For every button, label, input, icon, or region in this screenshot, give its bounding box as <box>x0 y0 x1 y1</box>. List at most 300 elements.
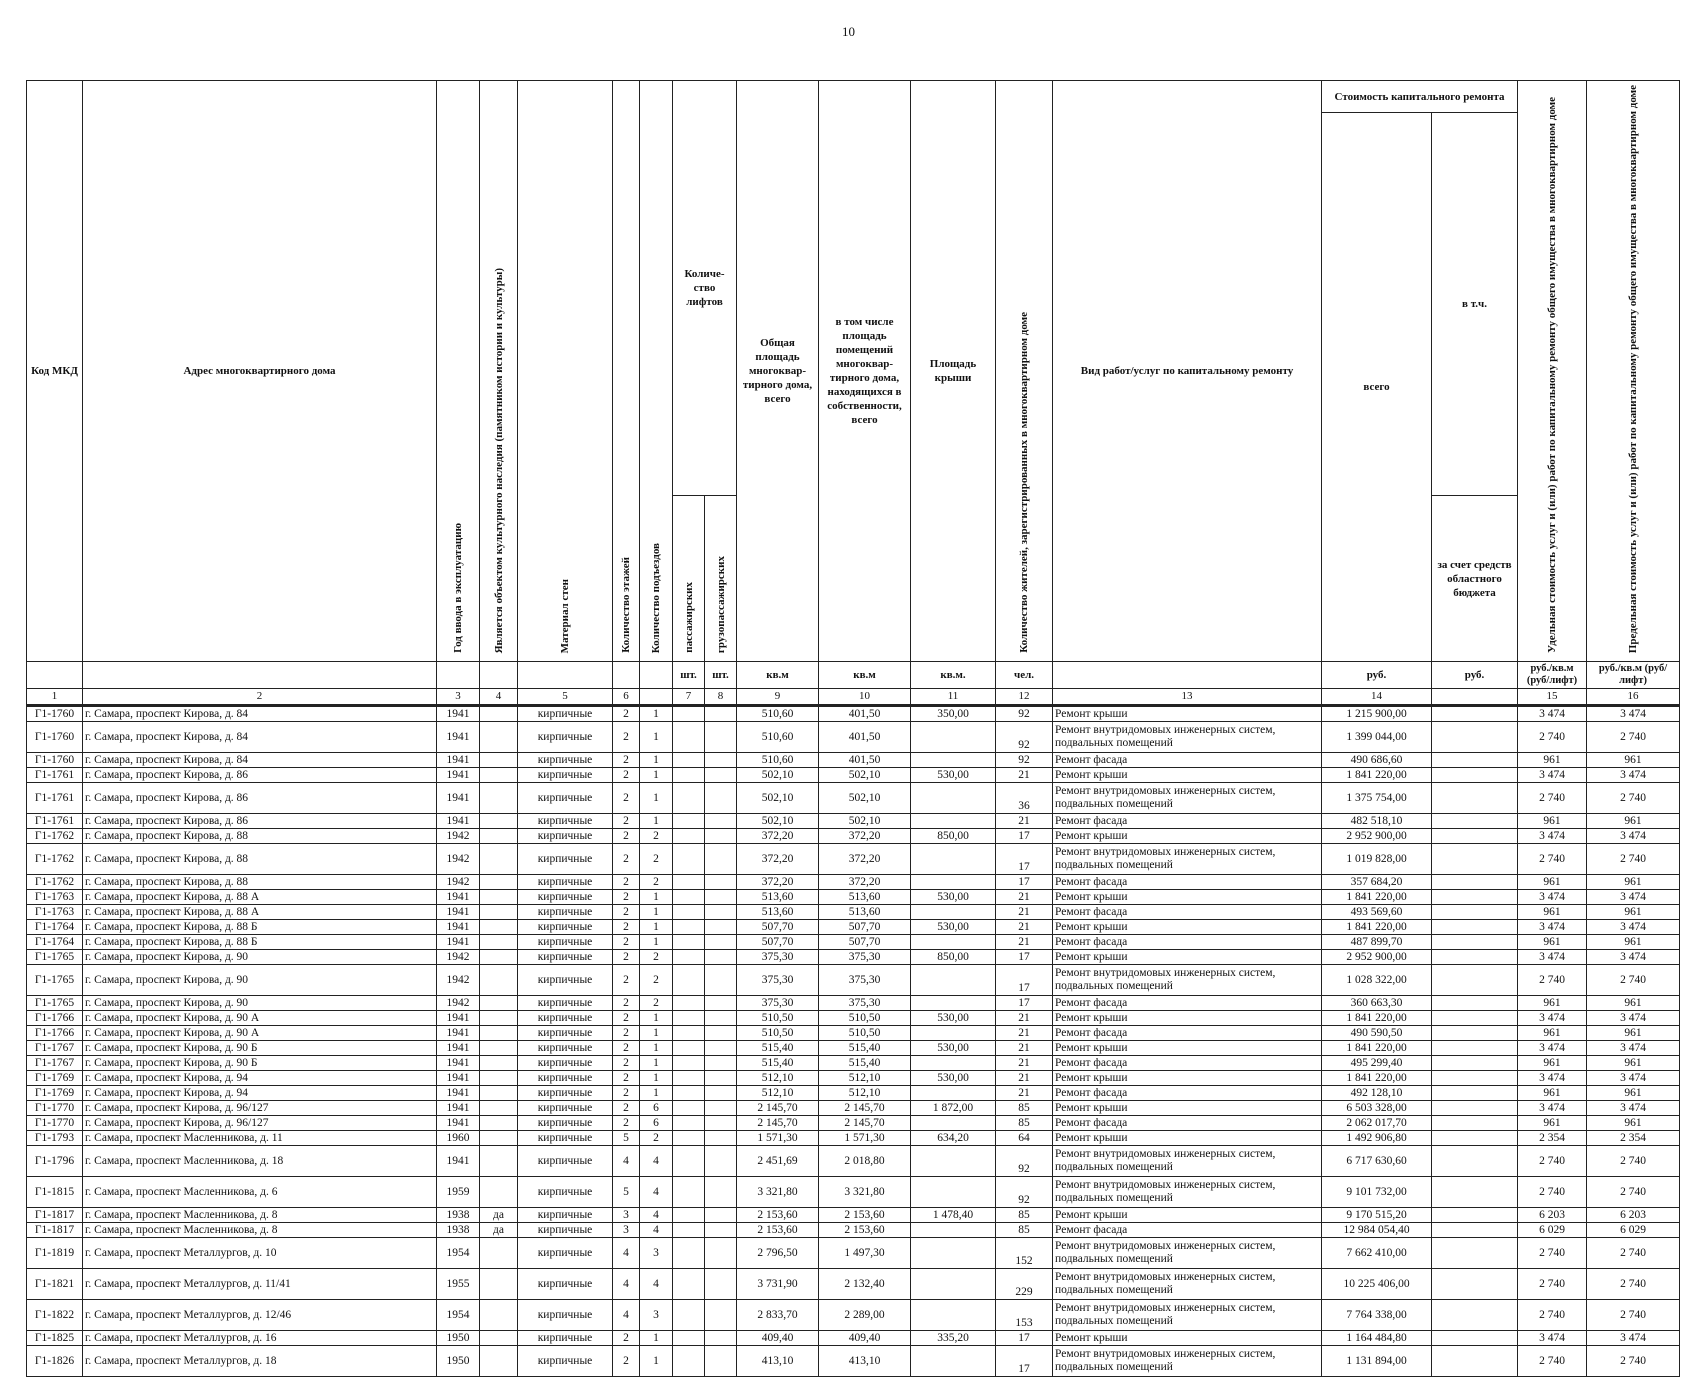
header-limit-cost: Предельная стоимость услуг и (или) работ по капитальному ремонту общего имущества в многоквартирном доме <box>1627 85 1640 654</box>
cell-work-type: Ремонт внутридомовых инженерных систем, подвальных помещений <box>1053 783 1322 814</box>
cell-lifts-passenger <box>673 1101 705 1116</box>
table-row <box>27 768 1680 783</box>
cell-roof-area: 530,00 <box>911 768 996 783</box>
cell-floors: 3 <box>613 1223 640 1238</box>
cell-cost-total: 12 984 054,40 <box>1322 1223 1432 1238</box>
cell-address: г. Самара, проспект Масленникова, д. 8 <box>83 1208 437 1223</box>
cell-work-type: Ремонт внутридомовых инженерных систем, подвальных помещений <box>1053 1300 1322 1331</box>
table-body <box>27 706 1680 1377</box>
cell-work-type: Ремонт крыши <box>1053 890 1322 905</box>
cell-floors: 2 <box>613 844 640 875</box>
cell-cost-regional <box>1432 905 1518 920</box>
cell-residents: 17 <box>996 829 1053 844</box>
unit-cost-regional: руб. <box>1432 662 1518 689</box>
table-row <box>27 1238 1680 1269</box>
cell-cost-regional <box>1432 1086 1518 1101</box>
cell-address: г. Самара, проспект Масленникова, д. 11 <box>83 1131 437 1146</box>
cell-cost-total: 1 164 484,80 <box>1322 1331 1432 1346</box>
cell-lifts-cargo <box>705 1131 737 1146</box>
cell-entrances: 2 <box>640 950 673 965</box>
cell-walls: кирпичные <box>518 1223 613 1238</box>
cell-address: г. Самара, проспект Масленникова, д. 18 <box>83 1146 437 1177</box>
cell-year: 1941 <box>437 920 480 935</box>
cell-heritage <box>480 996 518 1011</box>
cell-floors: 2 <box>613 905 640 920</box>
cell-entrances: 2 <box>640 965 673 996</box>
cell-work-type: Ремонт внутридомовых инженерных систем, подвальных помещений <box>1053 1346 1322 1377</box>
cell-code: Г1-1821 <box>27 1269 83 1300</box>
cell-work-type: Ремонт фасада <box>1053 905 1322 920</box>
cell-entrances: 2 <box>640 829 673 844</box>
cell-unit-cost: 961 <box>1518 753 1587 768</box>
table-row <box>27 829 1680 844</box>
cell-lifts-passenger <box>673 1346 705 1377</box>
cell-heritage <box>480 1086 518 1101</box>
cell-year: 1960 <box>437 1131 480 1146</box>
cell-limit-cost: 2 740 <box>1587 1300 1680 1331</box>
cell-cost-total: 360 663,30 <box>1322 996 1432 1011</box>
cell-limit-cost: 961 <box>1587 1026 1680 1041</box>
cell-walls: кирпичные <box>518 1238 613 1269</box>
cell-roof-area: 1 872,00 <box>911 1101 996 1116</box>
cell-address: г. Самара, проспект Кирова, д. 84 <box>83 722 437 753</box>
cell-year: 1941 <box>437 783 480 814</box>
cell-address: г. Самара, проспект Кирова, д. 88 <box>83 829 437 844</box>
cell-heritage <box>480 1238 518 1269</box>
cell-cost-regional <box>1432 829 1518 844</box>
cell-unit-cost: 2 740 <box>1518 1300 1587 1331</box>
header-heritage: Является объектом культурного наследия (памятником истории и культуры) <box>492 267 505 654</box>
cell-total-area: 375,30 <box>737 950 819 965</box>
cell-year: 1938 <box>437 1208 480 1223</box>
cell-address: г. Самара, проспект Металлургов, д. 12/46 <box>83 1300 437 1331</box>
header-floors: Количество этажей <box>620 557 632 654</box>
cell-lifts-cargo <box>705 783 737 814</box>
cell-lifts-cargo <box>705 996 737 1011</box>
cell-lifts-cargo <box>705 1101 737 1116</box>
cell-walls: кирпичные <box>518 935 613 950</box>
cell-heritage <box>480 890 518 905</box>
cell-work-type: Ремонт крыши <box>1053 768 1322 783</box>
cell-cost-total: 487 899,70 <box>1322 935 1432 950</box>
cell-owned-area: 372,20 <box>819 875 911 890</box>
cell-floors: 2 <box>613 1011 640 1026</box>
cell-address: г. Самара, проспект Кирова, д. 90 А <box>83 1026 437 1041</box>
table-row <box>27 965 1680 996</box>
table-row <box>27 1041 1680 1056</box>
cell-cost-total: 1 019 828,00 <box>1322 844 1432 875</box>
column-number: 9 <box>737 689 819 706</box>
cell-cost-total: 6 717 630,60 <box>1322 1146 1432 1177</box>
cell-cost-regional <box>1432 935 1518 950</box>
cell-year: 1942 <box>437 875 480 890</box>
table-row <box>27 890 1680 905</box>
header-walls: Материал стен <box>559 578 571 654</box>
cell-code: Г1-1815 <box>27 1177 83 1208</box>
cell-lifts-passenger <box>673 1056 705 1071</box>
cell-address: г. Самара, проспект Кирова, д. 86 <box>83 768 437 783</box>
cell-cost-regional <box>1432 783 1518 814</box>
cell-lifts-cargo <box>705 1223 737 1238</box>
cell-cost-total: 482 518,10 <box>1322 814 1432 829</box>
cell-walls: кирпичные <box>518 1208 613 1223</box>
cell-work-type: Ремонт крыши <box>1053 1208 1322 1223</box>
cell-cost-total: 1 399 044,00 <box>1322 722 1432 753</box>
cell-code: Г1-1769 <box>27 1086 83 1101</box>
cell-roof-area <box>911 1223 996 1238</box>
cell-entrances: 6 <box>640 1116 673 1131</box>
table-row <box>27 875 1680 890</box>
cell-limit-cost: 2 740 <box>1587 1238 1680 1269</box>
cell-lifts-passenger <box>673 996 705 1011</box>
cell-roof-area <box>911 722 996 753</box>
cell-year: 1950 <box>437 1346 480 1377</box>
cell-floors: 4 <box>613 1300 640 1331</box>
cell-entrances: 2 <box>640 996 673 1011</box>
cell-residents: 85 <box>996 1208 1053 1223</box>
unit-cost-total: руб. <box>1322 662 1432 689</box>
cell-code: Г1-1760 <box>27 706 83 722</box>
cell-address: г. Самара, проспект Металлургов, д. 11/41 <box>83 1269 437 1300</box>
cell-code: Г1-1764 <box>27 935 83 950</box>
cell-lifts-passenger <box>673 783 705 814</box>
cell-address: г. Самара, проспект Масленникова, д. 6 <box>83 1177 437 1208</box>
header-roof-area: Площадь крыши <box>911 81 996 662</box>
cell-walls: кирпичные <box>518 722 613 753</box>
cell-total-area: 513,60 <box>737 890 819 905</box>
cell-total-area: 2 153,60 <box>737 1223 819 1238</box>
cell-cost-regional <box>1432 1056 1518 1071</box>
cell-heritage <box>480 706 518 722</box>
cell-year: 1959 <box>437 1177 480 1208</box>
cell-unit-cost: 3 474 <box>1518 950 1587 965</box>
cell-residents: 85 <box>996 1101 1053 1116</box>
cell-limit-cost: 2 740 <box>1587 965 1680 996</box>
cell-code: Г1-1760 <box>27 753 83 768</box>
cell-cost-regional <box>1432 768 1518 783</box>
cell-cost-total: 1 841 220,00 <box>1322 920 1432 935</box>
cell-walls: кирпичные <box>518 844 613 875</box>
column-number: 1 <box>27 689 83 706</box>
cell-heritage <box>480 783 518 814</box>
cell-lifts-passenger <box>673 1071 705 1086</box>
cell-floors: 2 <box>613 1346 640 1377</box>
cell-lifts-passenger <box>673 722 705 753</box>
cell-residents: 21 <box>996 890 1053 905</box>
cell-year: 1941 <box>437 768 480 783</box>
cell-cost-regional <box>1432 996 1518 1011</box>
table-row <box>27 1011 1680 1026</box>
cell-unit-cost: 3 474 <box>1518 829 1587 844</box>
cell-cost-total: 7 764 338,00 <box>1322 1300 1432 1331</box>
cell-address: г. Самара, проспект Кирова, д. 94 <box>83 1086 437 1101</box>
cell-cost-regional <box>1432 1346 1518 1377</box>
cell-total-area: 413,10 <box>737 1346 819 1377</box>
cell-year: 1941 <box>437 706 480 722</box>
cell-cost-regional <box>1432 1026 1518 1041</box>
cell-limit-cost: 961 <box>1587 875 1680 890</box>
cell-limit-cost: 961 <box>1587 935 1680 950</box>
cell-lifts-passenger <box>673 1011 705 1026</box>
cell-roof-area <box>911 1116 996 1131</box>
cell-address: г. Самара, проспект Кирова, д. 90 <box>83 950 437 965</box>
cell-roof-area <box>911 1238 996 1269</box>
cell-heritage <box>480 1116 518 1131</box>
cell-work-type: Ремонт фасада <box>1053 1056 1322 1071</box>
cell-code: Г1-1761 <box>27 814 83 829</box>
cell-unit-cost: 961 <box>1518 814 1587 829</box>
cell-heritage <box>480 844 518 875</box>
cell-owned-area: 507,70 <box>819 935 911 950</box>
cell-year: 1941 <box>437 1101 480 1116</box>
cell-total-area: 375,30 <box>737 996 819 1011</box>
cell-total-area: 2 833,70 <box>737 1300 819 1331</box>
cell-limit-cost: 2 740 <box>1587 1177 1680 1208</box>
column-numbers-row <box>27 689 1680 706</box>
header-lifts-passenger: пассажирских <box>682 582 695 654</box>
cell-cost-total: 9 170 515,20 <box>1322 1208 1432 1223</box>
cell-code: Г1-1765 <box>27 965 83 996</box>
cell-code: Г1-1825 <box>27 1331 83 1346</box>
cell-walls: кирпичные <box>518 875 613 890</box>
table-row <box>27 1101 1680 1116</box>
cell-entrances: 1 <box>640 722 673 753</box>
cell-residents: 17 <box>996 950 1053 965</box>
cell-owned-area: 502,10 <box>819 814 911 829</box>
cell-unit-cost: 2 740 <box>1518 722 1587 753</box>
cell-residents: 17 <box>996 1346 1053 1377</box>
cell-walls: кирпичные <box>518 829 613 844</box>
cell-limit-cost: 3 474 <box>1587 890 1680 905</box>
cell-entrances: 2 <box>640 875 673 890</box>
cell-code: Г1-1770 <box>27 1116 83 1131</box>
cell-residents: 21 <box>996 1071 1053 1086</box>
cell-cost-total: 493 569,60 <box>1322 905 1432 920</box>
cell-lifts-passenger <box>673 875 705 890</box>
units-row <box>27 662 1680 689</box>
cell-residents: 36 <box>996 783 1053 814</box>
cell-work-type: Ремонт фасада <box>1053 1026 1322 1041</box>
column-number: 8 <box>705 689 737 706</box>
cell-total-area: 507,70 <box>737 920 819 935</box>
cell-work-type: Ремонт крыши <box>1053 706 1322 722</box>
header-total-area: Общая площадь многоквар-тирного дома, всего <box>737 81 819 662</box>
cell-cost-total: 2 952 900,00 <box>1322 829 1432 844</box>
cell-residents: 64 <box>996 1131 1053 1146</box>
cell-residents: 229 <box>996 1269 1053 1300</box>
cell-floors: 5 <box>613 1131 640 1146</box>
cell-lifts-cargo <box>705 1146 737 1177</box>
cell-lifts-passenger <box>673 844 705 875</box>
cell-limit-cost: 3 474 <box>1587 706 1680 722</box>
cell-owned-area: 401,50 <box>819 753 911 768</box>
cell-year: 1941 <box>437 1026 480 1041</box>
cell-work-type: Ремонт фасада <box>1053 1223 1322 1238</box>
cell-lifts-cargo <box>705 1056 737 1071</box>
cell-roof-area <box>911 1146 996 1177</box>
cell-address: г. Самара, проспект Металлургов, д. 10 <box>83 1238 437 1269</box>
cell-lifts-passenger <box>673 1331 705 1346</box>
column-number: 14 <box>1322 689 1432 706</box>
header-cost-incl: в т.ч. <box>1432 113 1518 496</box>
cell-owned-area: 502,10 <box>819 768 911 783</box>
cell-owned-area: 512,10 <box>819 1086 911 1101</box>
table-row <box>27 935 1680 950</box>
cell-address: г. Самара, проспект Металлургов, д. 16 <box>83 1331 437 1346</box>
cell-cost-regional <box>1432 1238 1518 1269</box>
cell-heritage <box>480 753 518 768</box>
cell-owned-area: 507,70 <box>819 920 911 935</box>
cell-lifts-passenger <box>673 768 705 783</box>
cell-year: 1938 <box>437 1223 480 1238</box>
column-number: 12 <box>996 689 1053 706</box>
cell-total-area: 510,50 <box>737 1026 819 1041</box>
cell-address: г. Самара, проспект Кирова, д. 90 А <box>83 1011 437 1026</box>
cell-code: Г1-1765 <box>27 996 83 1011</box>
cell-lifts-cargo <box>705 1238 737 1269</box>
cell-walls: кирпичные <box>518 768 613 783</box>
column-number: 7 <box>673 689 705 706</box>
cell-address: г. Самара, проспект Кирова, д. 88 А <box>83 890 437 905</box>
cell-entrances: 1 <box>640 1331 673 1346</box>
cell-residents: 21 <box>996 1056 1053 1071</box>
column-number: 13 <box>1053 689 1322 706</box>
cell-code: Г1-1761 <box>27 783 83 814</box>
cell-entrances: 1 <box>640 768 673 783</box>
cell-year: 1954 <box>437 1238 480 1269</box>
cell-residents: 21 <box>996 935 1053 950</box>
unit-residents: чел. <box>996 662 1053 689</box>
cell-cost-regional <box>1432 1071 1518 1086</box>
cell-year: 1941 <box>437 935 480 950</box>
unit-lifts-passenger: шт. <box>673 662 705 689</box>
cell-unit-cost: 3 474 <box>1518 706 1587 722</box>
cell-owned-area: 2 153,60 <box>819 1223 911 1238</box>
cell-year: 1941 <box>437 905 480 920</box>
cell-walls: кирпичные <box>518 1146 613 1177</box>
cell-floors: 2 <box>613 965 640 996</box>
cell-year: 1941 <box>437 890 480 905</box>
cell-code: Г1-1770 <box>27 1101 83 1116</box>
cell-work-type: Ремонт фасада <box>1053 753 1322 768</box>
cell-total-area: 375,30 <box>737 965 819 996</box>
cell-floors: 4 <box>613 1269 640 1300</box>
cell-roof-area: 530,00 <box>911 1041 996 1056</box>
cell-work-type: Ремонт крыши <box>1053 1071 1322 1086</box>
cell-owned-area: 510,50 <box>819 1026 911 1041</box>
cell-entrances: 1 <box>640 1026 673 1041</box>
table-row <box>27 1331 1680 1346</box>
cell-floors: 2 <box>613 783 640 814</box>
cell-floors: 2 <box>613 722 640 753</box>
cell-cost-total: 490 686,60 <box>1322 753 1432 768</box>
cell-heritage <box>480 950 518 965</box>
cell-floors: 2 <box>613 1041 640 1056</box>
cell-year: 1942 <box>437 844 480 875</box>
cell-roof-area <box>911 753 996 768</box>
cell-walls: кирпичные <box>518 1300 613 1331</box>
cell-heritage <box>480 1269 518 1300</box>
cell-owned-area: 372,20 <box>819 844 911 875</box>
cell-heritage <box>480 1071 518 1086</box>
cell-residents: 92 <box>996 722 1053 753</box>
cell-owned-area: 502,10 <box>819 783 911 814</box>
cell-floors: 2 <box>613 1086 640 1101</box>
cell-owned-area: 2 289,00 <box>819 1300 911 1331</box>
cell-roof-area: 335,20 <box>911 1331 996 1346</box>
cell-address: г. Самара, проспект Кирова, д. 88 <box>83 875 437 890</box>
cell-limit-cost: 3 474 <box>1587 1101 1680 1116</box>
table-row <box>27 1056 1680 1071</box>
cell-total-area: 515,40 <box>737 1041 819 1056</box>
cell-lifts-passenger <box>673 1177 705 1208</box>
cell-lifts-cargo <box>705 1208 737 1223</box>
cell-residents: 21 <box>996 1026 1053 1041</box>
cell-work-type: Ремонт внутридомовых инженерных систем, подвальных помещений <box>1053 844 1322 875</box>
column-number: 15 <box>1518 689 1587 706</box>
cell-total-area: 2 145,70 <box>737 1101 819 1116</box>
cell-lifts-cargo <box>705 706 737 722</box>
header-lifts: Количе-ство лифтов <box>673 81 737 496</box>
cell-limit-cost: 2 740 <box>1587 844 1680 875</box>
cell-address: г. Самара, проспект Кирова, д. 84 <box>83 706 437 722</box>
cell-owned-area: 515,40 <box>819 1041 911 1056</box>
cell-roof-area: 634,20 <box>911 1131 996 1146</box>
cell-cost-regional <box>1432 1223 1518 1238</box>
cell-walls: кирпичные <box>518 1331 613 1346</box>
cell-residents: 152 <box>996 1238 1053 1269</box>
cell-heritage <box>480 875 518 890</box>
table-row <box>27 706 1680 722</box>
cell-cost-regional <box>1432 753 1518 768</box>
cell-work-type: Ремонт внутридомовых инженерных систем, подвальных помещений <box>1053 1146 1322 1177</box>
cell-lifts-cargo <box>705 1071 737 1086</box>
cell-entrances: 4 <box>640 1177 673 1208</box>
cell-floors: 2 <box>613 1026 640 1041</box>
table-row <box>27 753 1680 768</box>
cell-code: Г1-1796 <box>27 1146 83 1177</box>
header-lifts-cargo: грузопассажирских <box>714 556 727 654</box>
cell-year: 1941 <box>437 1041 480 1056</box>
cell-roof-area <box>911 783 996 814</box>
cell-code: Г1-1764 <box>27 920 83 935</box>
cell-limit-cost: 6 029 <box>1587 1223 1680 1238</box>
cell-unit-cost: 6 029 <box>1518 1223 1587 1238</box>
cell-residents: 92 <box>996 1146 1053 1177</box>
cell-total-area: 515,40 <box>737 1056 819 1071</box>
cell-lifts-cargo <box>705 1011 737 1026</box>
cell-code: Г1-1826 <box>27 1346 83 1377</box>
cell-year: 1941 <box>437 814 480 829</box>
cell-work-type: Ремонт крыши <box>1053 1101 1322 1116</box>
cell-limit-cost: 3 474 <box>1587 950 1680 965</box>
cell-cost-total: 1 841 220,00 <box>1322 768 1432 783</box>
cell-residents: 21 <box>996 1041 1053 1056</box>
cell-lifts-cargo <box>705 1116 737 1131</box>
cell-entrances: 1 <box>640 1071 673 1086</box>
header-owned-area: в том числе площадь помещений многоквар-тирного дома, находящихся в собственности, всего <box>819 81 911 662</box>
cell-year: 1941 <box>437 722 480 753</box>
cell-code: Г1-1817 <box>27 1223 83 1238</box>
cell-entrances: 1 <box>640 905 673 920</box>
cell-owned-area: 2 145,70 <box>819 1116 911 1131</box>
cell-year: 1942 <box>437 965 480 996</box>
cell-address: г. Самара, проспект Кирова, д. 84 <box>83 753 437 768</box>
cell-lifts-cargo <box>705 890 737 905</box>
cell-entrances: 1 <box>640 935 673 950</box>
table-row <box>27 1146 1680 1177</box>
cell-heritage <box>480 1101 518 1116</box>
